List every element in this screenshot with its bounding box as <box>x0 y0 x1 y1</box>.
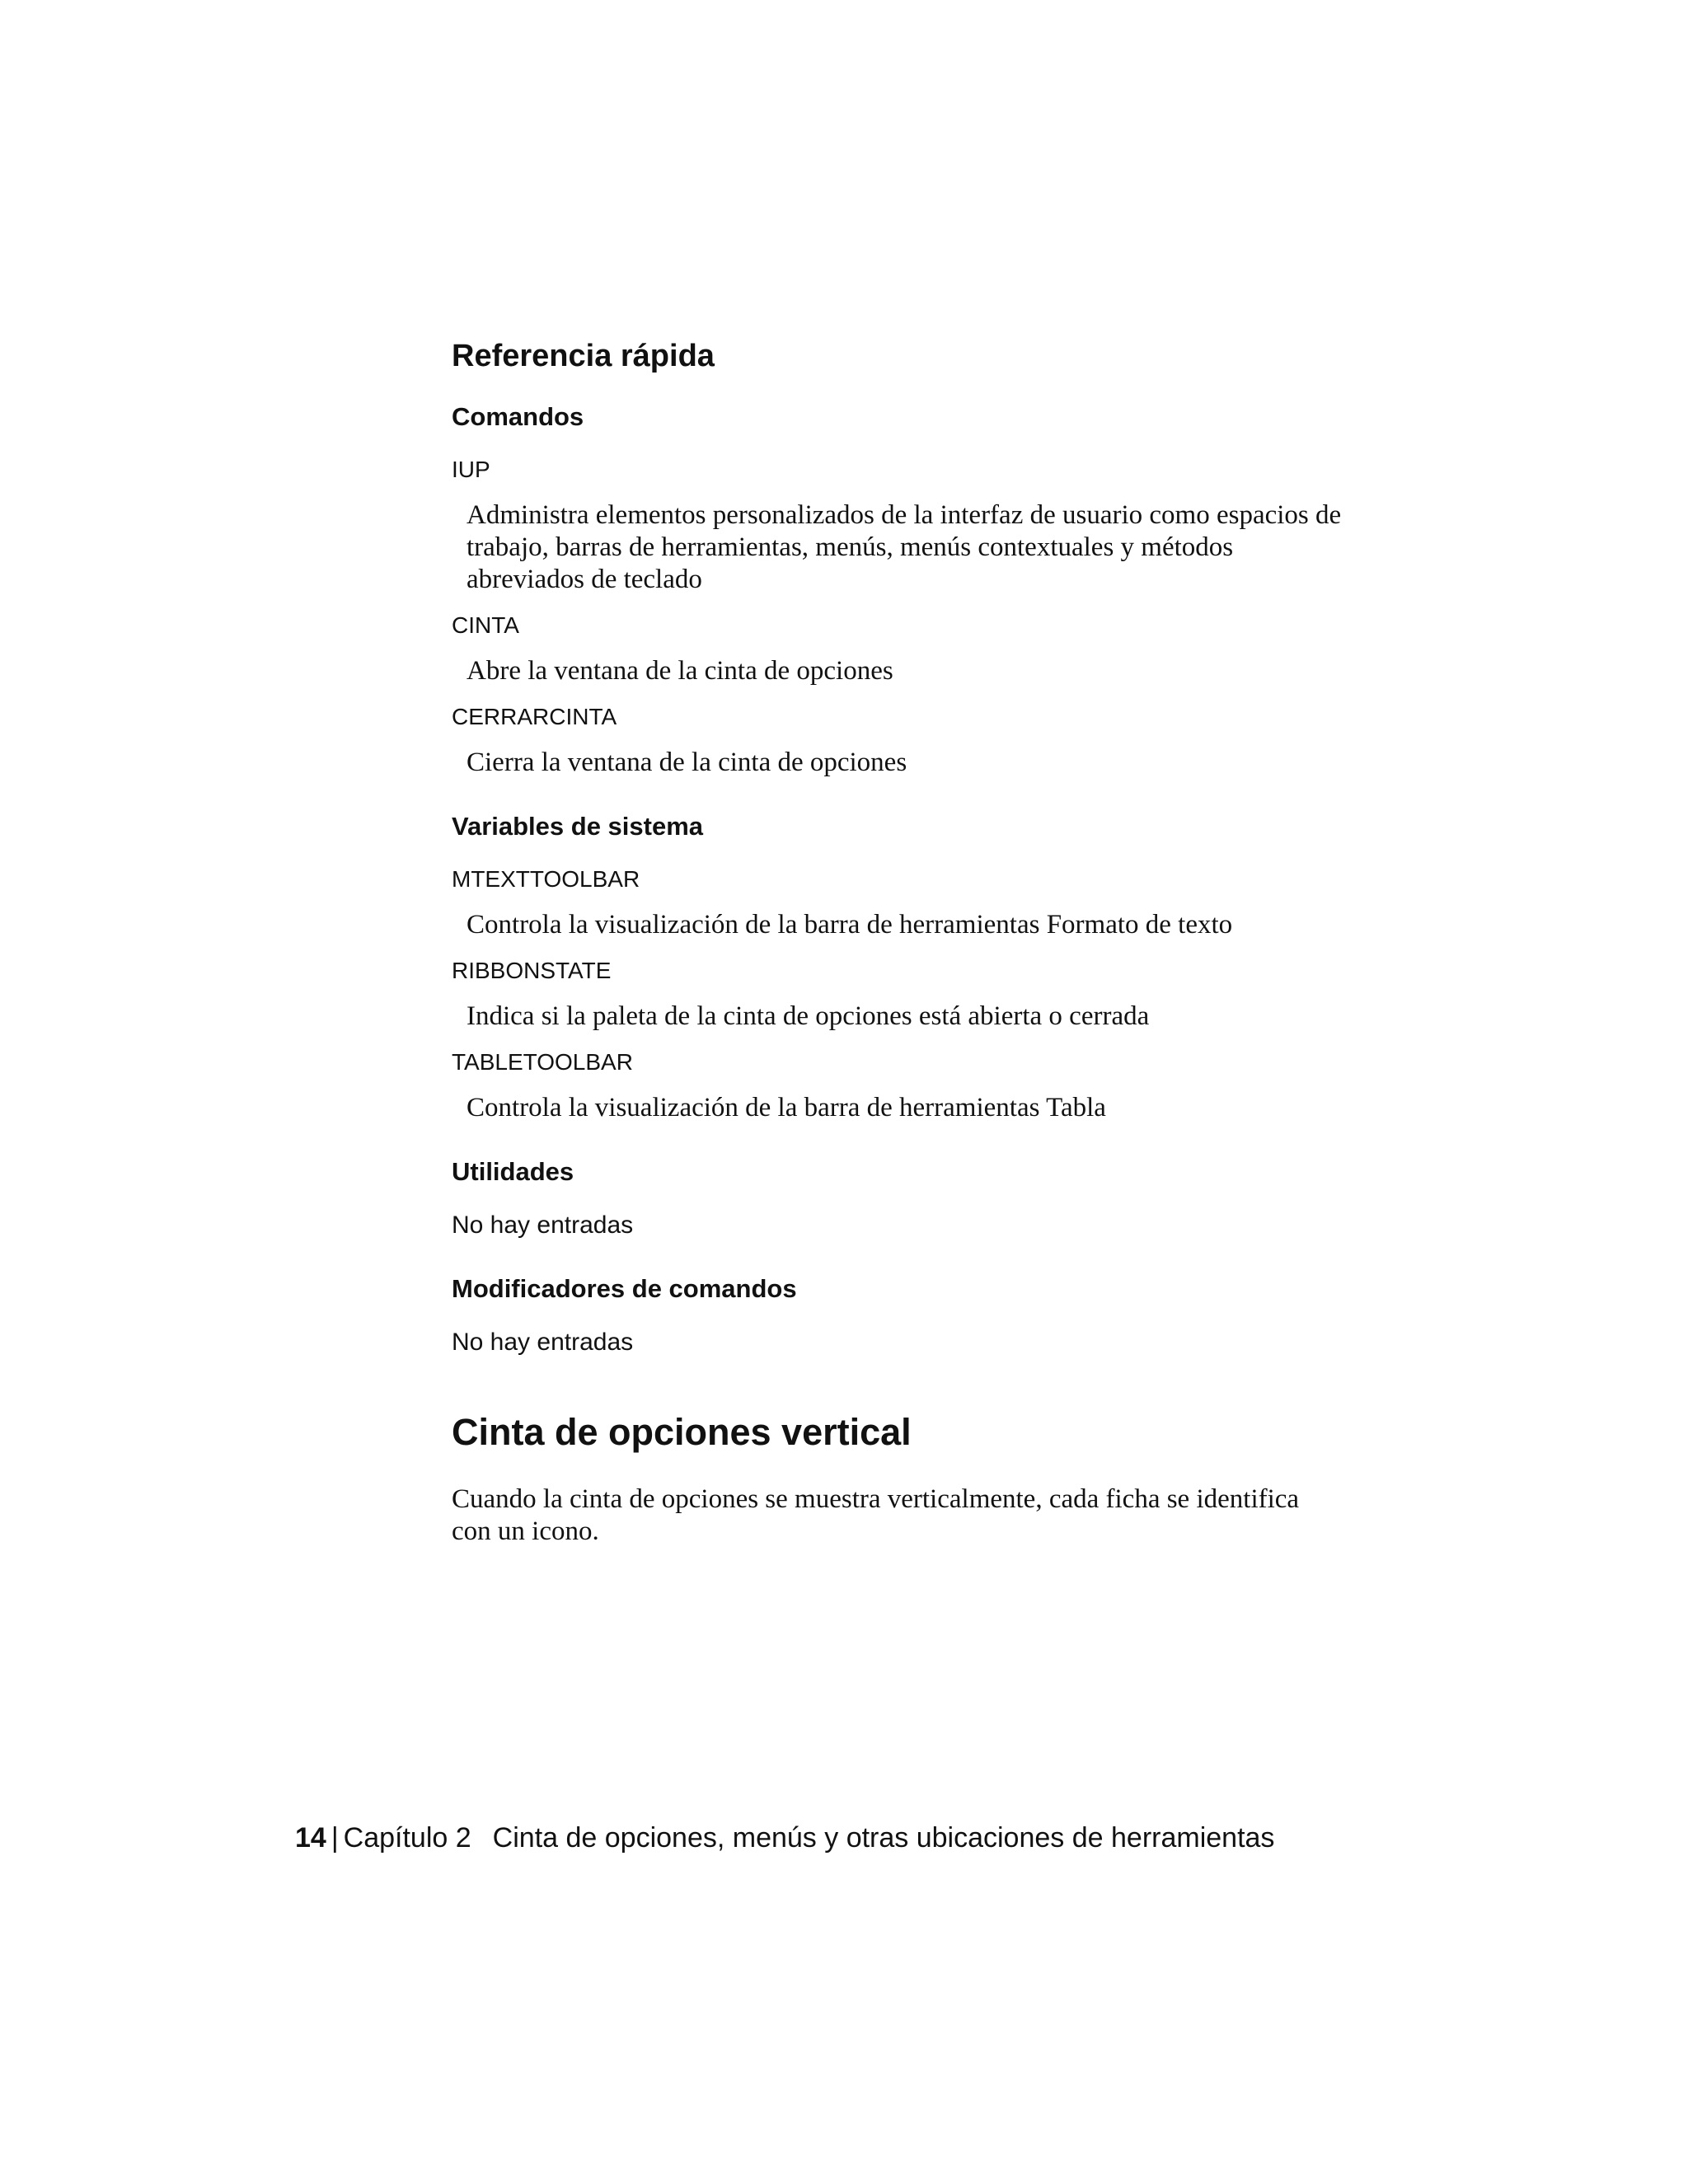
chapter-title: Cinta de opciones, menús y otras ubicaciones de herramientas <box>492 1822 1275 1854</box>
chapter-label: Capítulo 2 <box>343 1822 471 1854</box>
commands-heading: Comandos <box>452 402 584 431</box>
utilities-heading: Utilidades <box>452 1157 574 1186</box>
system-variable-term: TABLETOOLBAR <box>452 1049 633 1075</box>
vertical-ribbon-heading: Cinta de opciones vertical <box>452 1411 912 1453</box>
command-definition: Administra elementos personalizados de la interfaz de usuario como espacios de trabajo, barras de herramientas, menús, menús contextuales y métodos abreviados de teclado <box>467 500 1342 594</box>
command-definition: Cierra la ventana de la cinta de opciones <box>467 748 907 777</box>
command-term: CINTA <box>452 612 519 638</box>
command-modifiers-text: No hay entradas <box>452 1329 634 1356</box>
footer-separator: | <box>331 1822 339 1854</box>
page-content <box>452 336 1358 1548</box>
system-variable-definition: Controla la visualización de la barra de herramientas Formato de texto <box>467 910 1233 940</box>
vertical-ribbon-paragraph: Cuando la cinta de opciones se muestra verticalmente, cada ficha se identifica con un icono. <box>452 1484 1300 1546</box>
utilities-text: No hay entradas <box>452 1212 634 1239</box>
command-term: IUP <box>452 457 490 482</box>
system-variables-heading: Variables de sistema <box>452 812 704 841</box>
command-modifiers-heading: Modificadores de comandos <box>452 1274 797 1303</box>
system-variable-term: RIBBONSTATE <box>452 958 612 983</box>
quick-reference-heading: Referencia rápida <box>452 339 715 373</box>
command-definition: Abre la ventana de la cinta de opciones <box>467 656 893 686</box>
page-number: 14 <box>295 1822 326 1854</box>
system-variable-definition: Indica si la paleta de la cinta de opciones está abierta o cerrada <box>467 1001 1150 1031</box>
system-variable-definition: Controla la visualización de la barra de herramientas Tabla <box>467 1093 1106 1122</box>
system-variable-term: MTEXTTOOLBAR <box>452 866 640 892</box>
page-footer <box>295 1820 1274 1856</box>
command-term: CERRARCINTA <box>452 704 617 729</box>
